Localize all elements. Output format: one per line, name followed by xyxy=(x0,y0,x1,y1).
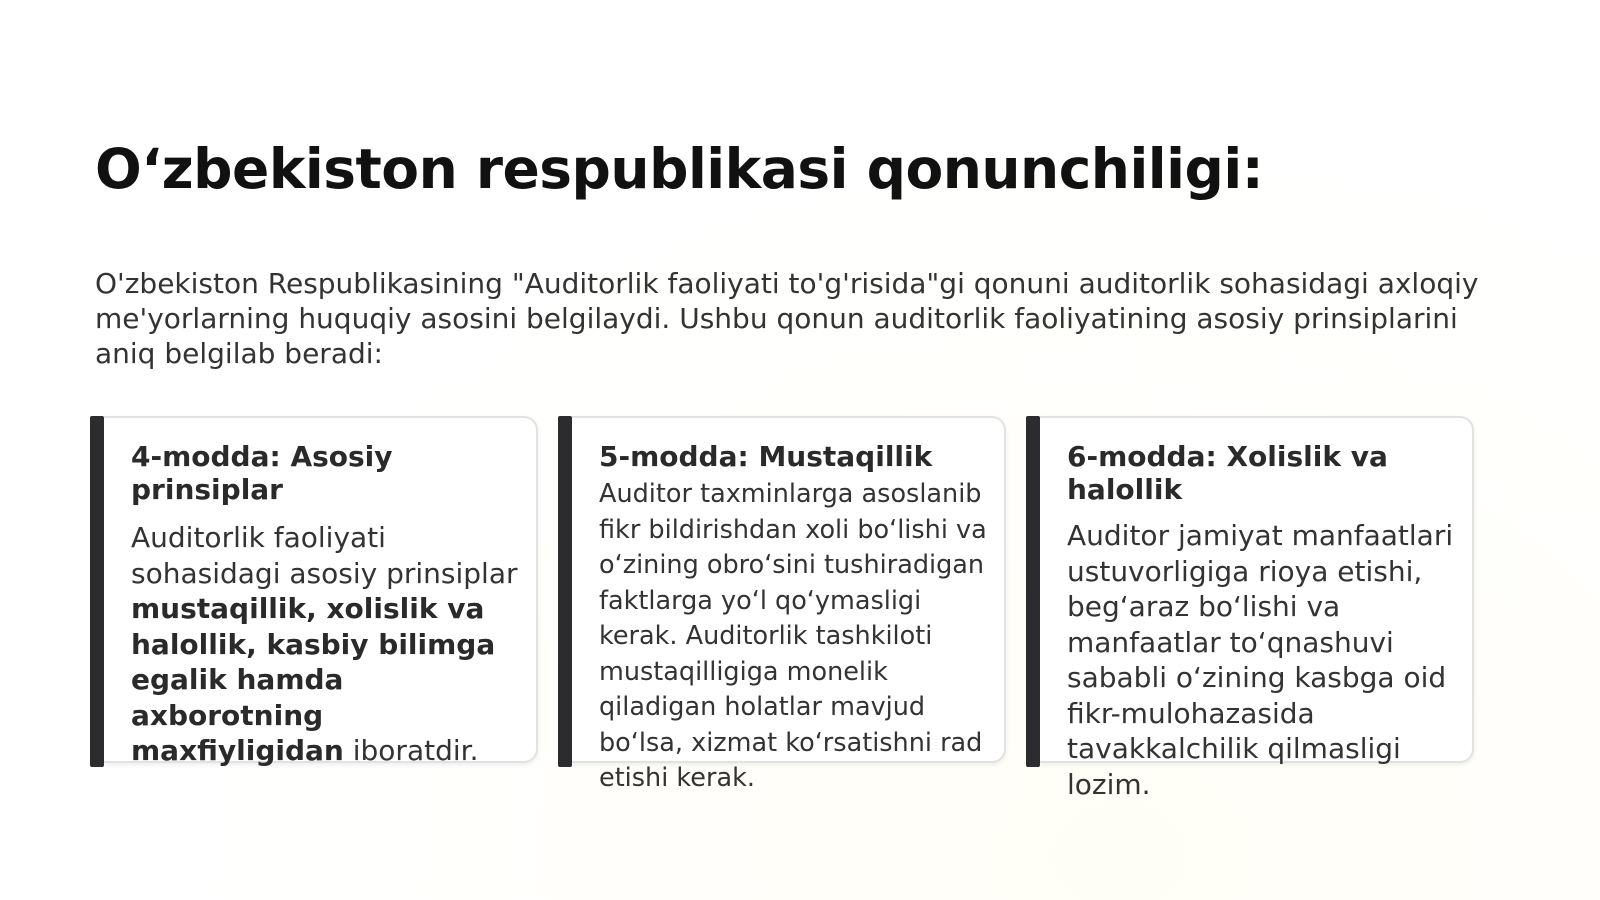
card-text: Auditor jamiyat manfaatlari ustuvorligiga rioya etishi, beg‘araz bo‘lishi va manfaatlar to‘qnashuvi sababli o‘zining kasbga oid fikr-mulohazasida tavakkalchilik qilmasligi lozim. xyxy=(1067,519,1454,801)
article-card-5 xyxy=(572,416,1006,793)
article-card-6 xyxy=(1040,416,1474,801)
card-title: 6-modda: Xolislik va halollik xyxy=(1067,440,1388,506)
card-text xyxy=(131,520,526,769)
card-text-bold: mustaqillik, xolislik va halollik, kasbiy bilimga egalik hamda axborotning maxfiyligidan xyxy=(131,592,496,767)
card-text-before: Auditorlik faoliyati sohasidagi asosiy prinsiplar xyxy=(131,521,518,590)
card-title: 4-modda: Asosiy prinsiplar xyxy=(131,440,393,506)
card-text: Auditor taxminlarga asoslanib fikr bildirishdan xoli bo‘lishi va o‘zining obro‘sini tushiradigan faktlarga yo‘l qo‘ymasligi kerak. Auditorlik tashkiloti mustaqilligiga monelik qiladigan holatlar mavjud bo‘lsa, xizmat ko‘rsatishni rad etishi kerak. xyxy=(599,479,987,793)
article-card-4 xyxy=(104,416,538,767)
intro-paragraph: O'zbekiston Respublikasining "Auditorlik faoliyati to'g'risida"gi qonuni auditorlik sohasidagi axloqiy me'yorlarning huquqiy asosini belgilaydi. Ushbu qonun auditorlik faoliyatining asosiy prinsiplarini aniq belgilab beradi: xyxy=(95,267,1479,370)
card-accent-bar xyxy=(1026,416,1040,767)
slide-title: O‘zbekiston respublikasi qonunchiligi: xyxy=(95,137,1264,201)
card-title: 5-modda: Mustaqillik xyxy=(599,440,933,473)
card-accent-bar xyxy=(90,416,104,767)
card-text-after: iboratdir. xyxy=(343,734,479,767)
card-body xyxy=(1067,440,1462,802)
card-body xyxy=(131,440,526,769)
card-body xyxy=(599,440,994,797)
card-accent-bar xyxy=(558,416,572,767)
